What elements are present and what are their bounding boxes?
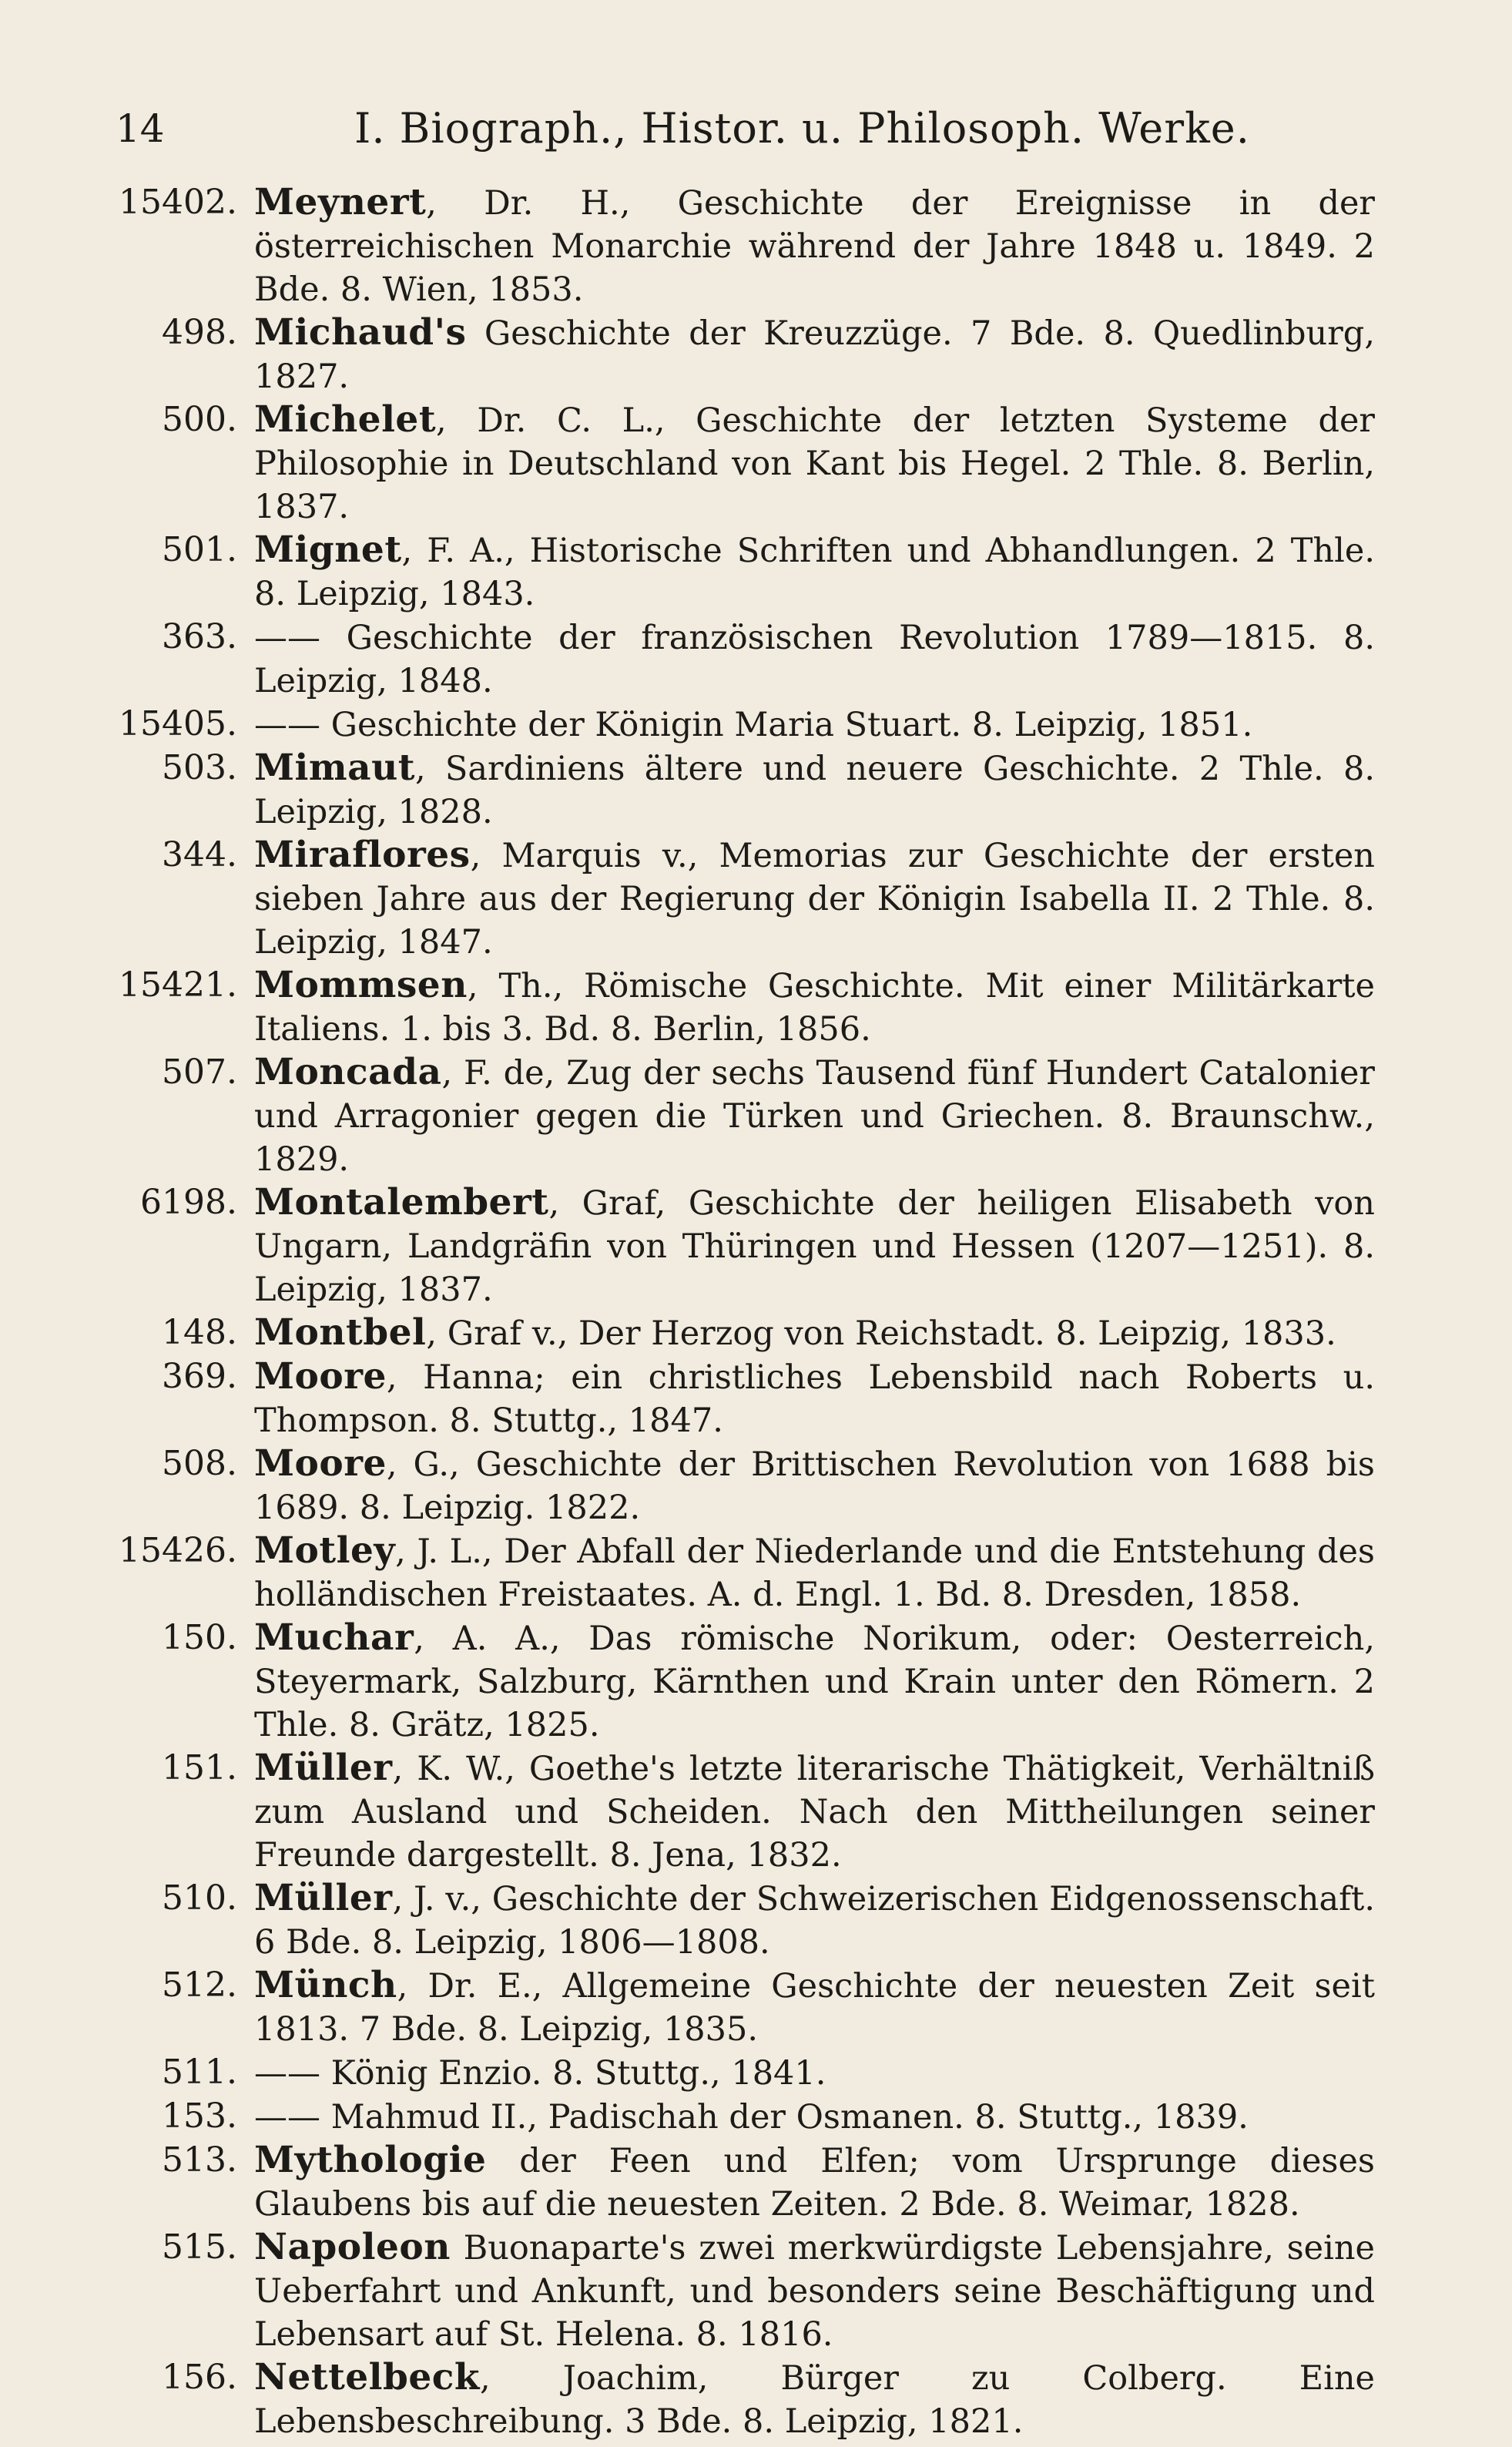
entry-number: 156. (162, 2358, 237, 2397)
entry-details: Geschichte der Kreuzzüge. 7 Bde. 8. Quedlinburg, 1827. (254, 314, 1375, 396)
entry-description (254, 2139, 1375, 2226)
entry-description (254, 398, 1375, 529)
entry-number: 15402. (119, 183, 237, 222)
entry-details: , Hanna; ein christliches Lebensbild nach Roberts u. Thompson. 8. Stuttg., 1847. (254, 1358, 1375, 1440)
entry-details: , K. W., Goethe's letzte literarische Thätigkeit, Verhältniß zum Ausland und Scheiden. Nach den Mittheilungen seiner Freunde dargestellt. 8. Jena, 1832. (254, 1750, 1375, 1875)
entry-number: 15421. (119, 965, 237, 1005)
entry-author: Miraflores (254, 834, 471, 876)
entry-description (254, 1747, 1375, 1877)
entry-details: , Th., Römische Geschichte. Mit einer Militärkarte Italiens. 1. bis 3. Bd. 8. Berlin, 1856. (254, 967, 1375, 1049)
entry-number: 513. (162, 2140, 237, 2180)
entry-description (254, 1311, 1375, 1355)
entry-description (254, 616, 1375, 703)
entry-number: 151. (162, 1748, 237, 1787)
entry-number: 507. (162, 1052, 237, 1092)
entry-author: Montalembert (254, 1181, 549, 1224)
catalog-entry (0, 703, 1512, 747)
entry-details: , G., Geschichte der Brittischen Revolution von 1688 bis 1689. 8. Leipzig. 1822. (254, 1445, 1375, 1527)
entry-details: , Joachim, Bürger zu Colberg. Eine Lebensbeschreibung. 3 Bde. 8. Leipzig, 1821. (254, 2359, 1375, 2441)
entry-author: Napoleon (254, 2226, 451, 2268)
entry-description (254, 1616, 1375, 1747)
catalog-entry (0, 616, 1512, 703)
entry-number: 503. (162, 748, 237, 787)
entry-description (254, 1964, 1375, 2051)
entry-description (254, 529, 1375, 616)
entry-details: , A. A., Das römische Norikum, oder: Oesterreich, Steyermark, Salzburg, Kärnthen und Krain unter den Römern. 2 Thle. 8. Grätz, 1825. (254, 1620, 1375, 1744)
entry-author: Meynert (254, 181, 427, 223)
entry-author: Nettelbeck (254, 2356, 480, 2398)
entry-number: 501. (162, 530, 237, 569)
catalog-entry (0, 1311, 1512, 1355)
entry-author: Michaud's (254, 311, 467, 354)
catalog-entry (0, 181, 1512, 311)
entry-number: 153. (162, 2096, 237, 2136)
catalog-entry (0, 311, 1512, 398)
entry-author: Moore (254, 1442, 387, 1485)
entry-description (254, 181, 1375, 311)
entry-description (254, 1355, 1375, 1442)
entry-description (254, 2356, 1375, 2443)
entry-number: 511. (162, 2053, 237, 2092)
entry-number: 510. (162, 1878, 237, 1918)
catalog-entry (0, 2051, 1512, 2095)
entry-description (254, 1442, 1375, 1529)
catalog-entry (0, 1442, 1512, 1529)
entry-number: 344. (162, 835, 237, 874)
entry-author: Montbel (254, 1311, 427, 1354)
entry-number: 508. (162, 1444, 237, 1483)
entry-details: , Dr. H., Geschichte der Ereignisse in der österreichischen Monarchie während der Jahre 1848 u. 1849. 2 Bde. 8. Wien, 1853. (254, 184, 1375, 309)
catalog-entry (0, 964, 1512, 1051)
entry-details: , Graf v., Der Herzog von Reichstadt. 8. Leipzig, 1833. (426, 1314, 1336, 1353)
entry-description (254, 2051, 1375, 2095)
entry-details: , F. A., Historische Schriften und Abhandlungen. 2 Thle. 8. Leipzig, 1843. (254, 532, 1375, 613)
entry-number: 363. (162, 617, 237, 656)
entry-details: der Feen und Elfen; vom Ursprunge dieses Glaubens bis auf die neuesten Zeiten. 2 Bde. 8. Weimar, 1828. (254, 2142, 1375, 2224)
running-title: I. Biograph., Histor. u. Philosoph. Werke. (354, 104, 1250, 153)
entry-details: —— Mahmud II., Padischah der Osmanen. 8. Stuttg., 1839. (254, 2098, 1249, 2137)
catalog-entries (0, 181, 1512, 2443)
catalog-entry (0, 834, 1512, 964)
entry-number: 15405. (119, 704, 237, 743)
entry-description (254, 747, 1375, 834)
catalog-entry (0, 2095, 1512, 2139)
catalog-entry (0, 398, 1512, 529)
entry-author: Müller (254, 1747, 393, 1789)
entry-details: , Dr. C. L., Geschichte der letzten Systeme der Philosophie in Deutschland von Kant bis Hegel. 2 Thle. 8. Berlin, 1837. (254, 401, 1375, 526)
entry-author: Motley (254, 1529, 396, 1572)
entry-description (254, 834, 1375, 964)
catalog-entry (0, 1529, 1512, 1616)
entry-description (254, 311, 1375, 398)
catalog-entry (0, 1964, 1512, 2051)
entry-details: , Dr. E., Allgemeine Geschichte der neuesten Zeit seit 1813. 7 Bde. 8. Leipzig, 1835. (254, 1967, 1375, 2049)
entry-description (254, 1529, 1375, 1616)
catalog-entry (0, 1355, 1512, 1442)
entry-number: 515. (162, 2227, 237, 2267)
catalog-entry (0, 529, 1512, 616)
catalog-entry (0, 2356, 1512, 2443)
entry-details: , Sardiniens ältere und neuere Geschichte. 2 Thle. 8. Leipzig, 1828. (254, 750, 1375, 831)
entry-number: 500. (162, 400, 237, 439)
catalog-entry (0, 1181, 1512, 1311)
catalog-entry (0, 2139, 1512, 2226)
entry-description (254, 703, 1375, 747)
catalog-entry (0, 2226, 1512, 2356)
entry-description (254, 2095, 1375, 2139)
entry-author: Mignet (254, 529, 402, 571)
entry-number: 148. (162, 1313, 237, 1352)
entry-author: Moncada (254, 1051, 442, 1093)
entry-author: Müller (254, 1877, 393, 1919)
entry-details: —— König Enzio. 8. Stuttg., 1841. (254, 2054, 826, 2093)
entry-details: , Graf, Geschichte der heiligen Elisabeth von Ungarn, Landgräfin von Thüringen und Hessen (1207—1251). 8. Leipzig, 1837. (254, 1184, 1375, 1309)
entry-author: Muchar (254, 1616, 414, 1659)
entry-details: , Marquis v., Memorias zur Geschichte der ersten sieben Jahre aus der Regierung der Königin Isabella II. 2 Thle. 8. Leipzig, 1847. (254, 837, 1375, 962)
entry-description (254, 1181, 1375, 1311)
entry-number: 512. (162, 1965, 237, 2005)
entry-author: Mimaut (254, 747, 415, 789)
catalog-entry (0, 1877, 1512, 1964)
entry-description (254, 964, 1375, 1051)
entry-author: Mythologie (254, 2139, 487, 2181)
entry-author: Münch (254, 1964, 397, 2006)
entry-number: 6198. (140, 1183, 237, 1222)
entry-number: 369. (162, 1357, 237, 1396)
catalog-entry (0, 1051, 1512, 1181)
entry-number: 15426. (119, 1531, 237, 1570)
entry-number: 150. (162, 1618, 237, 1657)
entry-details: , J. L., Der Abfall der Niederlande und die Entstehung des holländischen Freistaates. A. d. Engl. 1. Bd. 8. Dresden, 1858. (254, 1532, 1375, 1614)
entry-details: , J. v., Geschichte der Schweizerischen Eidgenossenschaft. 6 Bde. 8. Leipzig, 1806—1808. (254, 1880, 1375, 1962)
entry-description (254, 1051, 1375, 1181)
entry-details: —— Geschichte der Königin Maria Stuart. 8. Leipzig, 1851. (254, 706, 1253, 744)
page-number: 14 (116, 106, 165, 151)
entry-author: Michelet (254, 398, 437, 441)
catalog-entry (0, 747, 1512, 834)
entry-description (254, 1877, 1375, 1964)
entry-description (254, 2226, 1375, 2356)
entry-details: —— Geschichte der französischen Revolution 1789—1815. 8. Leipzig, 1848. (254, 619, 1375, 700)
entry-details: Buonaparte's zwei merkwürdigste Lebensjahre, seine Ueberfahrt und Ankunft, und besonders seine Beschäftigung und Lebensart auf St. Helena. 8. 1816. (254, 2229, 1375, 2354)
entry-author: Moore (254, 1355, 387, 1398)
catalog-entry (0, 1747, 1512, 1877)
entry-author: Mommsen (254, 964, 468, 1006)
entry-number: 498. (162, 313, 237, 352)
catalog-entry (0, 1616, 1512, 1747)
entry-details: , F. de, Zug der sechs Tausend fünf Hundert Catalonier und Arragonier gegen die Türken und Griechen. 8. Braunschw., 1829. (254, 1054, 1375, 1179)
page-header (116, 102, 1371, 156)
